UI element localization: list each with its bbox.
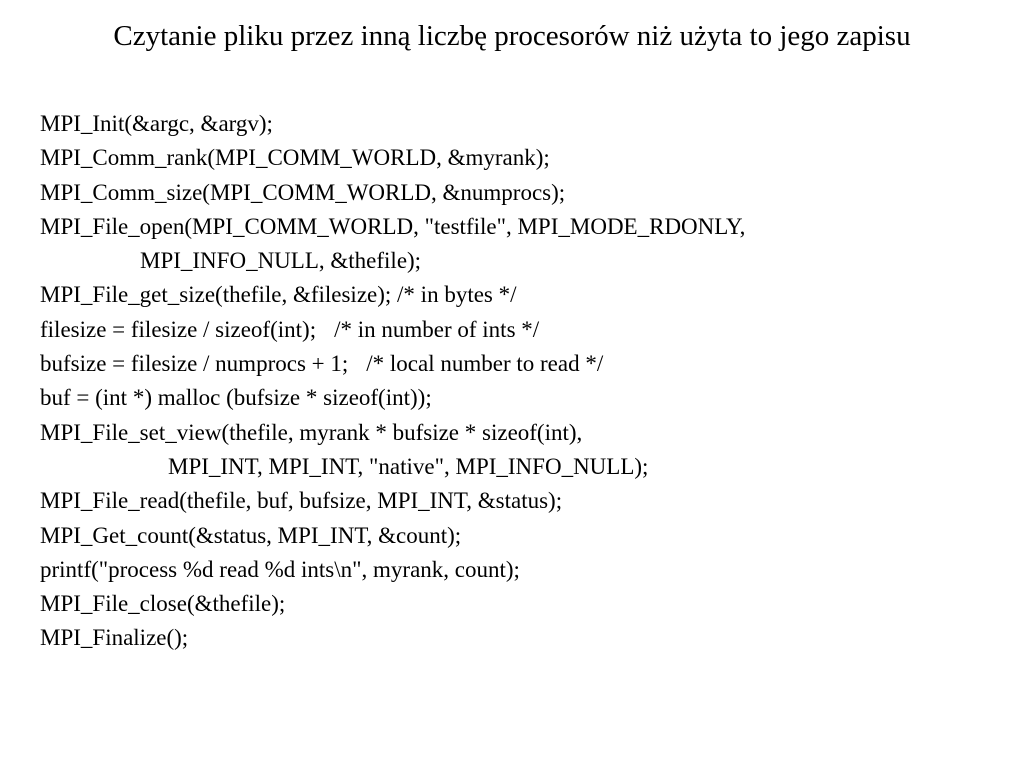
code-text: MPI_INFO_NULL, &thefile);: [140, 248, 422, 274]
code-line: [40, 210, 745, 244]
code-text: MPI_Comm_rank(MPI_COMM_WORLD, &myrank);: [40, 145, 550, 171]
code-text: MPI_Init(&argc, &argv);: [40, 111, 273, 136]
code-text: MPI_Get_count(&status, MPI_INT, &count);: [40, 522, 462, 548]
code-line: [40, 278, 745, 312]
code-block: [40, 107, 745, 656]
code-line: [40, 553, 745, 587]
code-text: bufsize = filesize / numprocs + 1;: [40, 351, 349, 377]
slide-title: Czytanie pliku przez inną liczbę procesorów niż użyta to jego zapisu: [113, 20, 911, 52]
code-text: MPI_File_close(&thefile);: [40, 591, 286, 617]
code-line: [40, 621, 745, 655]
code-line: [40, 484, 745, 518]
code-text: MPI_INT, MPI_INT, "native", MPI_INFO_NULL);: [168, 453, 649, 479]
code-line: [40, 587, 745, 621]
code-text: MPI_File_get_size(thefile, &filesize);: [40, 282, 392, 308]
code-text: MPI_File_set_view(thefile, myrank * bufsize * sizeof(int),: [40, 419, 583, 445]
code-text: buf = (int *) malloc (bufsize * sizeof(int));: [40, 385, 432, 411]
code-comment: /* local number to read */: [366, 351, 604, 377]
code-text: MPI_File_read(thefile, buf, bufsize, MPI_INT, &status);: [40, 488, 563, 514]
code-line: [40, 313, 745, 347]
code-line: [40, 347, 745, 381]
code-line-continuation: [40, 244, 745, 278]
code-text: MPI_File_open(MPI_COMM_WORLD, "testfile", MPI_MODE_RDONLY,: [40, 213, 746, 239]
code-comment: /* in number of ints */: [334, 316, 540, 342]
code-line: [40, 416, 745, 450]
code-comment: /* in bytes */: [397, 282, 517, 308]
code-text: MPI_Comm_size(MPI_COMM_WORLD, &numprocs);: [40, 179, 566, 205]
code-line: [40, 176, 745, 210]
code-line: [40, 107, 745, 141]
code-line: [40, 381, 745, 415]
code-text: MPI_Finalize();: [40, 625, 189, 651]
code-line: [40, 141, 745, 175]
code-line-continuation: [40, 450, 745, 484]
code-text: filesize = filesize / sizeof(int);: [40, 316, 317, 342]
code-line: [40, 519, 745, 553]
code-text: printf("process %d read %d ints\n", myrank, count);: [40, 556, 520, 582]
